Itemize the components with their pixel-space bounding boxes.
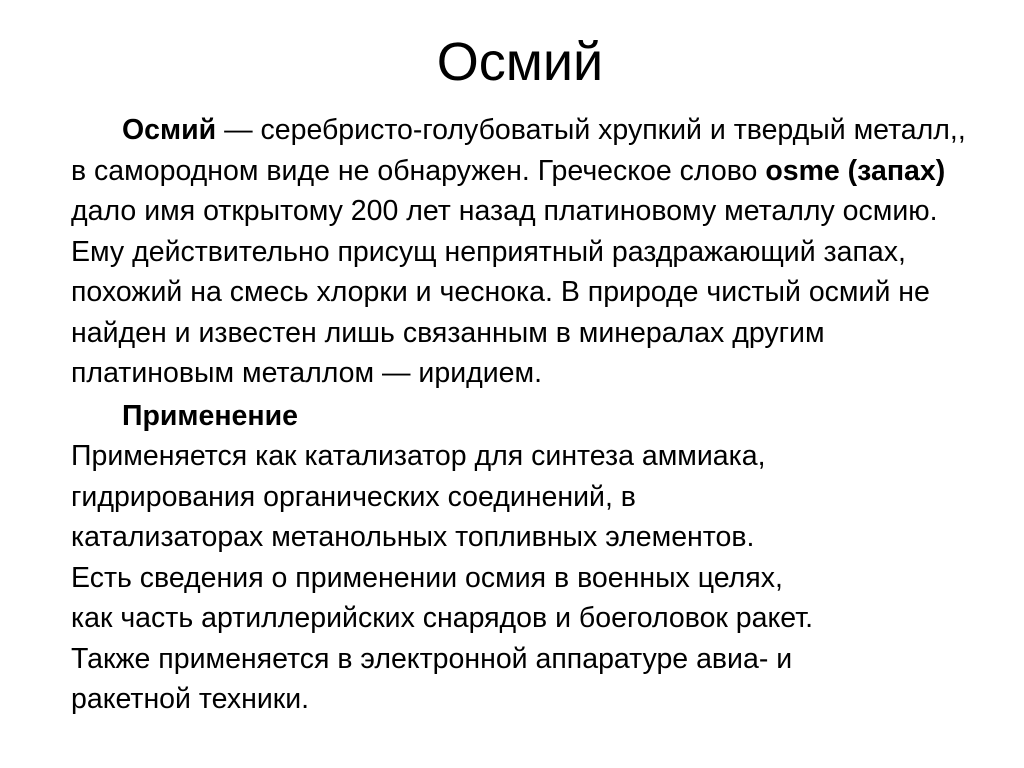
intro-text-part1: — серебристо-голубоватый хрупкий и твердый металл,, в самородном виде не обнаружен. Греческое слово — [71, 114, 966, 187]
application-section — [71, 396, 976, 720]
intro-term: Осмий — [122, 114, 217, 146]
application-line: ракетной техники. — [71, 683, 310, 715]
application-heading: Применение — [122, 399, 298, 432]
intro-paragraph — [71, 110, 976, 394]
intro-bold-word: osme (запах) — [765, 154, 946, 187]
application-line: катализаторах метанольных топливных элементов. — [71, 521, 755, 553]
application-line: Также применяется в электронной аппаратуре авиа- и — [71, 642, 793, 675]
application-line: как часть артиллерийских снарядов и боеголовок ракет. — [71, 602, 814, 634]
intro-text-part2: дало имя открытому 200 лет назад платиновому металлу осмию. Ему действительно присущ неприятный раздражающий запах, похожий на смесь хлорки и чеснока. В природе чистый осмий не найден и известен лишь связанным в минералах другим платиновым металлом — иридием. — [71, 195, 938, 389]
application-line: гидрирования органических соединений, в — [71, 480, 636, 513]
slide-body — [71, 110, 976, 720]
application-line: Есть сведения о применении осмия в военных целях, — [71, 561, 783, 594]
application-line: Применяется как катализатор для синтеза аммиака, — [71, 440, 766, 472]
slide-title: Осмий — [436, 32, 604, 92]
